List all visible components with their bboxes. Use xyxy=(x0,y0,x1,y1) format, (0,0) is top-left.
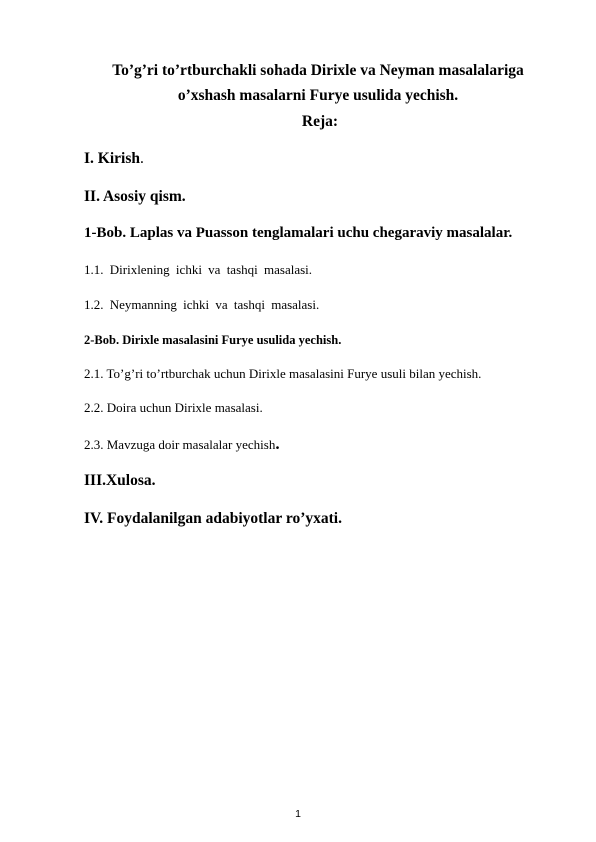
outline-chapter-1: 1-Bob. Laplas va Puasson tenglamalari uchu chegaraviy masalalar. xyxy=(84,225,513,241)
outline-section-2-2: 2.2. Doira uchun Dirixle masalasi. xyxy=(84,400,263,415)
document-title-line-2: o’xshash masalarni Furye usulida yechish. xyxy=(177,87,459,104)
outline-section-2-3-label: 2.3. Mavzuga doir masalalar yechish xyxy=(84,437,276,452)
document-title-line-1: To’g’ri to’rtburchakli sohada Dirixle va Neyman masalalariga xyxy=(112,62,524,79)
outline-item-kirish-period: . xyxy=(139,150,144,167)
outline-section-1-1: 1.1. Dirixlening ichki va tashqi masalasi. xyxy=(84,262,313,277)
outline-section-1-2: 1.2. Neymanning ichki va tashqi masalasi. xyxy=(84,297,320,312)
outline-item-asosiy: II. Asosiy qism. xyxy=(84,188,186,205)
page-number: 1 xyxy=(295,808,301,820)
outline-chapter-2: 2-Bob. Dirixle masalasini Furye usulida yechish. xyxy=(84,333,342,347)
plan-heading: Reja: xyxy=(301,113,339,130)
outline-item-adabiyotlar: IV. Foydalanilgan adabiyotlar ro’yxati. xyxy=(84,510,342,527)
outline-item-xulosa: III.Xulosa. xyxy=(84,472,156,489)
outline-section-2-1: 2.1. To’g’ri to’rtburchak uchun Dirixle masalasini Furye usuli bilan yechish. xyxy=(84,366,482,381)
outline-item-kirish-label: I. Kirish xyxy=(84,150,140,167)
outline-section-2-3 xyxy=(84,434,280,454)
outline-item-kirish xyxy=(84,150,144,168)
outline-section-2-3-period: . xyxy=(275,434,280,453)
